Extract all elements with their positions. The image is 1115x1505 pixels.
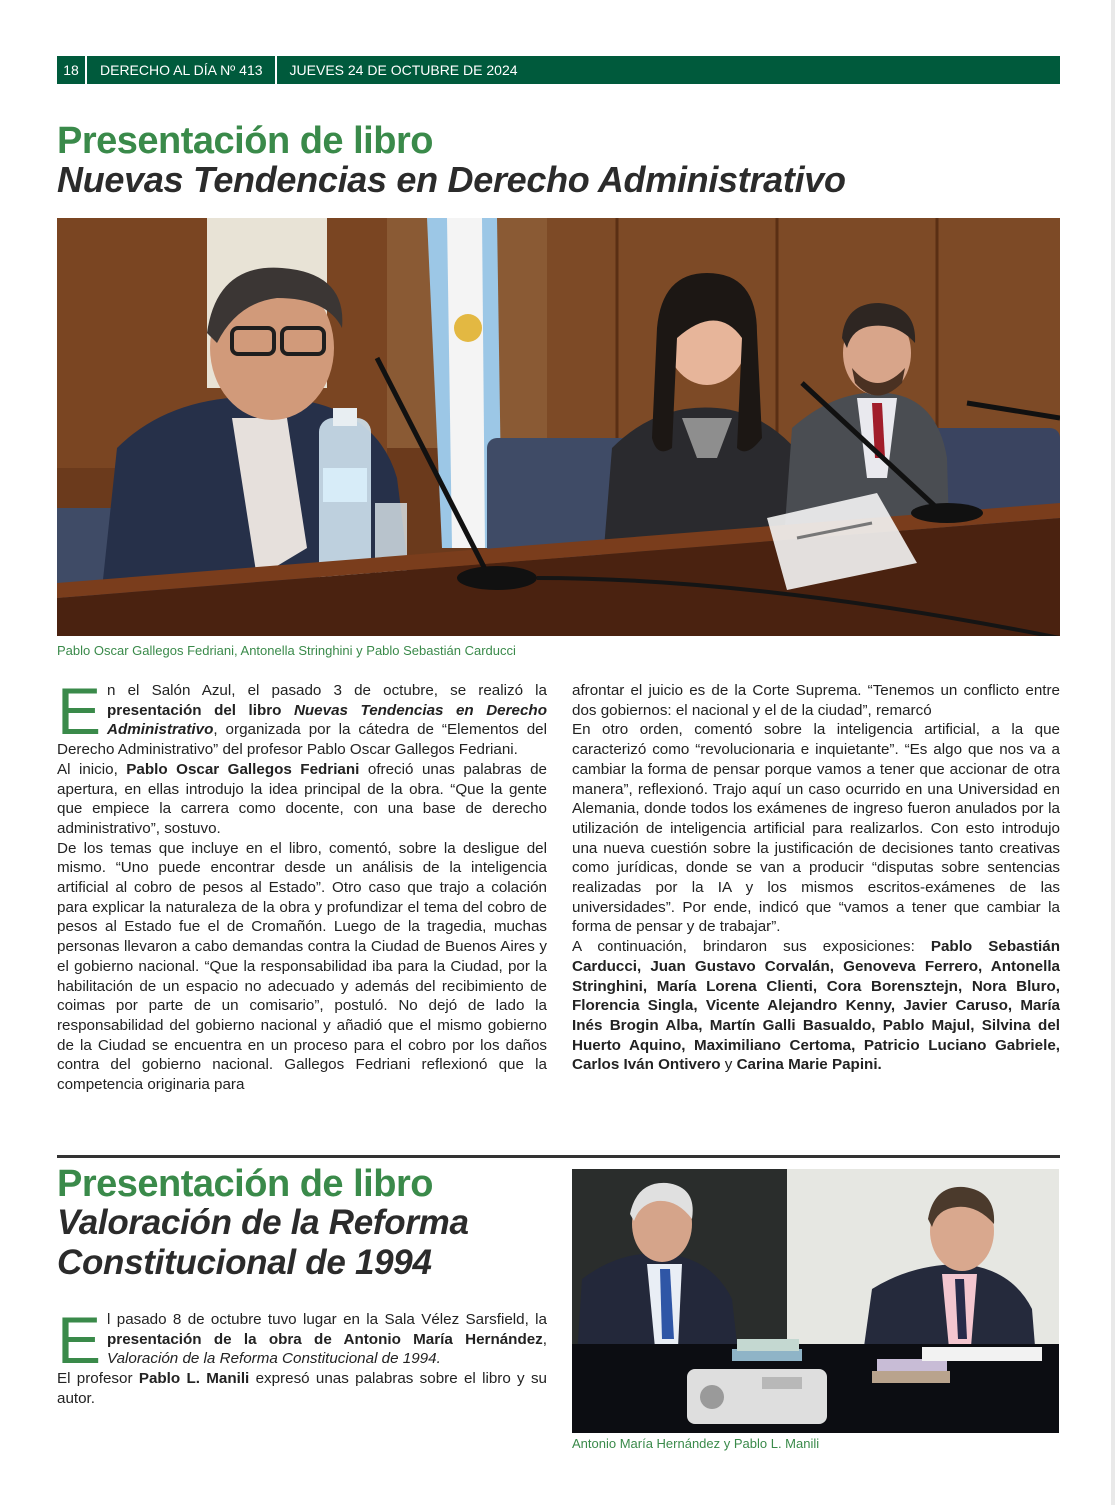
article1-column-2 [572, 681, 1060, 1075]
page-edge [1111, 0, 1115, 1505]
text-span: y [720, 1056, 737, 1074]
article2-photo [572, 1169, 1059, 1433]
article1-column-1 [57, 674, 547, 1095]
drop-cap: E [57, 1303, 102, 1377]
book-title-span: Nuevas Tendencias en Derecho Administrativo [107, 701, 547, 739]
text-span: expresó unas palabras sobre el libro y su autor. [57, 1370, 547, 1407]
text-span: ofreció unas palabras de apertura, en ellas introdujo la idea principal de la obra. “Que la gente que empiece la carrera como docente, con una base de derecho administrativo”, sostuvo. [57, 760, 547, 837]
bold-span: Pablo L. Manili [138, 1370, 250, 1388]
speakers-list: Pablo Sebastián Carducci, Juan Gustavo Corvalán, Genoveva Ferrero, Antonella Stringhini, María Lorena Clienti, Cora Borensztejn, Nora Bluro, Florencia Singla, Vicente Alejandro Kenny, Javier Caruso, María Inés Brogin Alba, Martín Galli Basualdo, Pablo Majul, Silvina del Huerto Aquino, Maximiliano Certoma, Patricio Luciano Gabriele, Carlos Iván Ontivero [572, 938, 1060, 1074]
article1-photo [57, 218, 1060, 636]
article2-kicker: Presentación de libro [57, 1163, 433, 1205]
book-title-span: Valoración de la Reforma Constitucional de 1994. [107, 1350, 441, 1368]
article1-photo-caption: Pablo Oscar Gallegos Fedriani, Antonella Stringhini y Pablo Sebastián Carducci [57, 643, 516, 658]
page-number: 18 [57, 56, 87, 84]
article1-paragraph-6 [572, 937, 1060, 1075]
article2-title [57, 1203, 557, 1283]
publication-name: DERECHO AL DÍA Nº 413 [87, 56, 277, 84]
article1-paragraph-4: afrontar el juicio es de la Corte Suprema. “Tenemos un conflicto entre dos gobiernos: el nacional y el de la ciudad”, remarcó [572, 682, 1060, 719]
text-span: El profesor [57, 1370, 139, 1388]
bold-span: presentación del libro [107, 701, 294, 719]
section-divider [57, 1155, 1060, 1158]
article1-paragraph-5: En otro orden, comentó sobre la inteligencia artificial, a la que caracterizó como “revolucionaria e inquietante”. “Es algo que nos va a cambiar la forma de pensar porque vamos a tener que accionar de otra manera”, reflexionó. Trajo aquí un caso ocurrido en una Universidad en Alemania, donde todos los exámenes de ingreso fueron anulados por la utilización de inteligencia artificial para realizarlos. Con esto introdujo una nueva cuestión sobre la justificación de decisiones tanto creativas como jurídicas, donde se van a producir “disputas sobre sentencias realizadas por la IA y los mismos escritos-exámenes de las universidades”. Por ende, indicó que “vamos a tener que cambiar la forma de pensar y de trabajar”. [572, 721, 1060, 936]
drop-cap: E [57, 674, 102, 748]
article2-paragraph-1 [57, 1303, 547, 1377]
article2-body [57, 1303, 547, 1409]
text-span: , organizada por la cátedra de “Elementos del Derecho Administrativo” del profesor Pablo Oscar Gallegos Fedriani. [57, 721, 547, 759]
article2-title-line-1: Valoración de la Reforma [57, 1203, 469, 1242]
article1-paragraph-2 [57, 760, 547, 839]
article2-photo-caption: Antonio María Hernández y Pablo L. Manili [572, 1436, 820, 1451]
article1-paragraph-3: De los temas que incluye en el libro, comentó, sobre la desligue del mismo. “Uno puede encontrar desde un análisis de la inteligencia artificial al cobro de pesos al Estado”. Otro caso que trajo a colación para explicar la naturaleza de la obra y profundizar el tema del cobro de pesos al Estado fue el de Cromañón. Luego de la tragedia, muchas personas llevaron a cabo demandas contra la Ciudad de Buenos Aires y el gobierno nacional. “Que la responsabilidad iba para la Ciudad, por la habilitación de un espacio no adecuado y además del recibimiento de coimas por parte de un comisario”, postuló. No dejó de lado la responsabilidad del gobierno nacional y añadió que el mismo gobierno de la Ciudad se encuentra en un proceso para el cobro por los daños contra del gobierno nacional. Gallegos Fedriani reflexionó que la competencia originaria para [57, 839, 547, 1094]
article2-paragraph-2 [57, 1369, 547, 1408]
text-span: l pasado 8 de octubre tuvo lugar en la Sala Vélez Sarsfield, la [107, 1311, 547, 1328]
bold-span: Pablo Oscar Gallegos Fedriani [126, 760, 360, 778]
article1-paragraph-1 [57, 674, 547, 760]
article2-title-line-2: Constitucional de 1994 [57, 1243, 432, 1282]
bold-span: presentación de la obra de Antonio María Hernández [107, 1330, 543, 1348]
article1-kicker: Presentación de libro [57, 120, 433, 162]
issue-date: JUEVES 24 DE OCTUBRE DE 2024 [289, 62, 518, 78]
text-span: , [542, 1330, 547, 1348]
text-span: n el Salón Azul, el pasado 3 de octubre, se realizó la [107, 682, 547, 699]
article1-title: Nuevas Tendencias en Derecho Administrativo [57, 159, 846, 200]
text-span: A continuación, brindaron sus exposiciones: [572, 938, 931, 956]
bold-span: Carina Marie Papini. [736, 1056, 882, 1074]
text-span: Al inicio, [57, 760, 127, 778]
page-header [57, 56, 1060, 84]
